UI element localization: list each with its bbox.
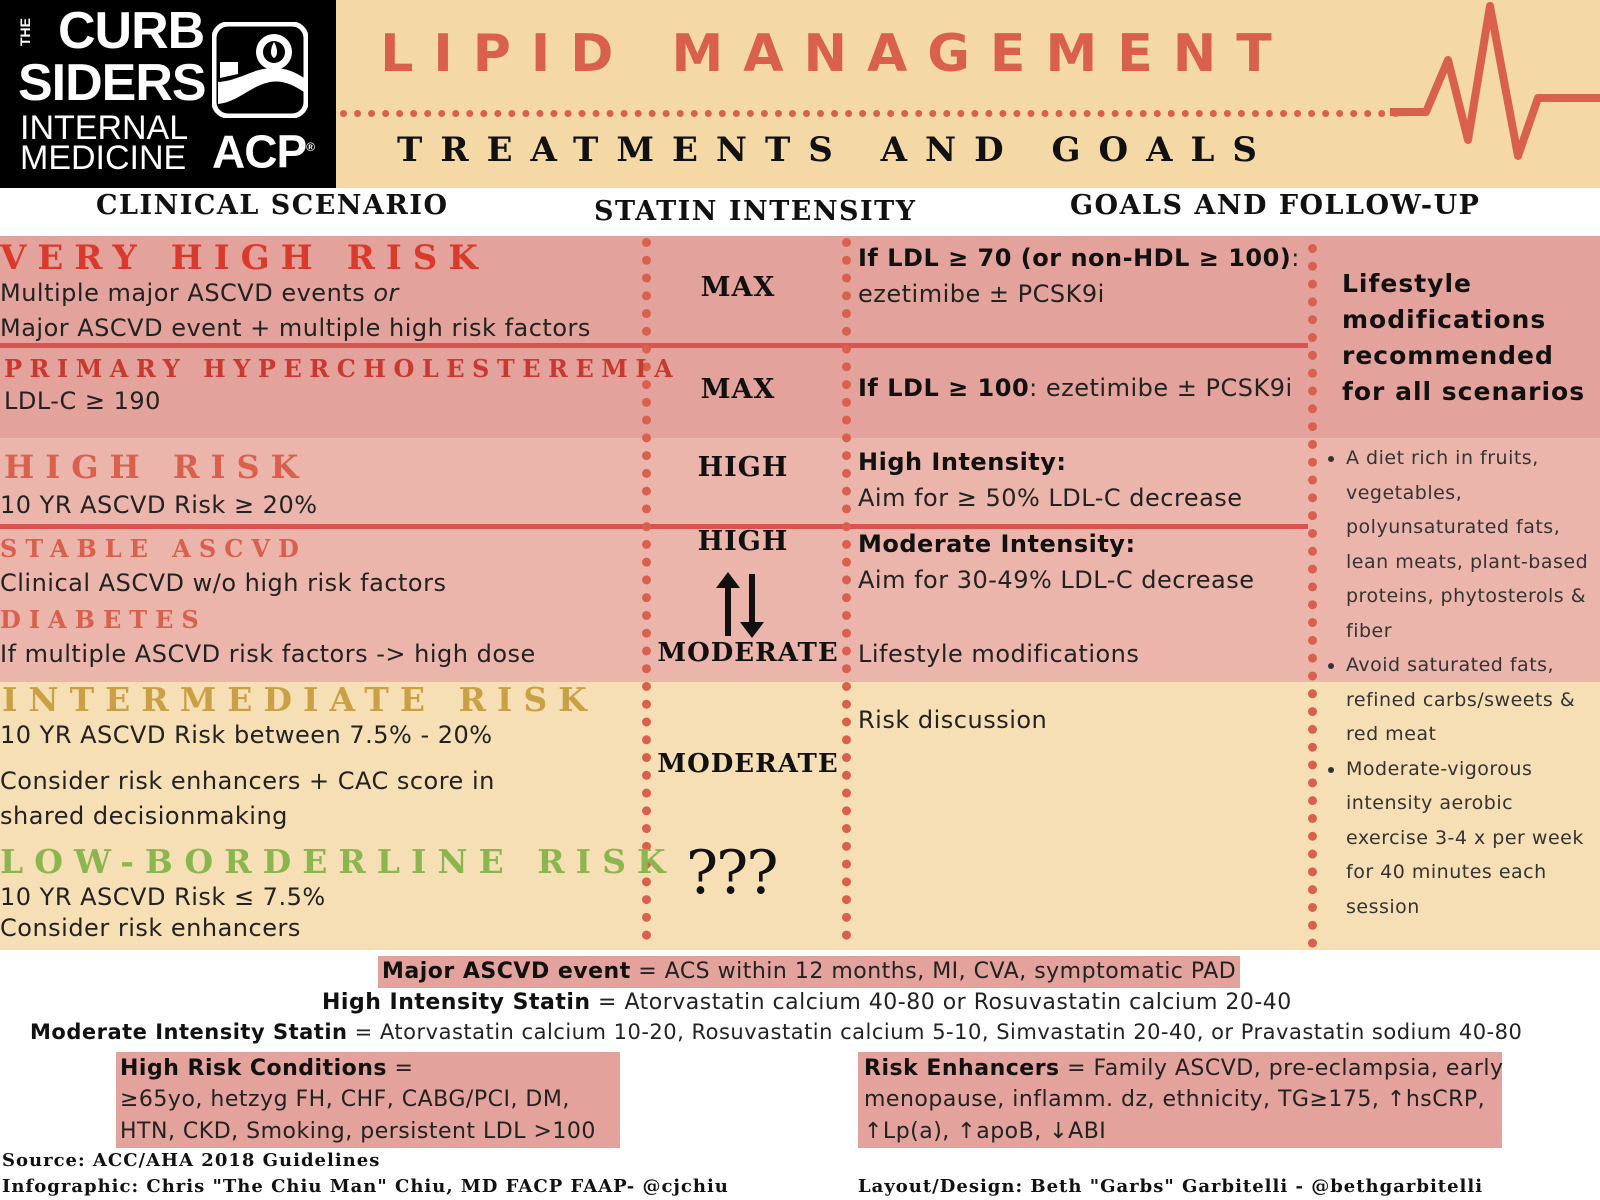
goal-very-high-line2: ezetimibe ± PCSK9i bbox=[858, 280, 1105, 308]
page-title: LIPID MANAGEMENT bbox=[380, 24, 1292, 84]
layout-credit: Layout/Design: Beth "Garbs" Garbitelli - @bethgarbitelli bbox=[858, 1176, 1484, 1197]
very-high-risk-title: VERY HIGH RISK bbox=[0, 238, 489, 278]
risk-enhancers-box bbox=[858, 1052, 1502, 1148]
goal-primary-hyper: If LDL ≥ 100: ezetimibe ± PCSK9i bbox=[858, 374, 1293, 402]
column-divider bbox=[1308, 244, 1317, 948]
low-borderline-risk-line1: 10 YR ASCVD Risk ≤ 7.5% bbox=[0, 883, 326, 911]
acp-emblem-icon bbox=[212, 22, 308, 118]
up-down-arrows-icon bbox=[712, 570, 768, 640]
question-marks-icon: ??? bbox=[686, 838, 777, 908]
lifestyle-item-avoid: • Avoid saturated fats, refined carbs/sweets & red meat bbox=[1346, 648, 1600, 752]
intensity-high: HIGH bbox=[697, 526, 789, 557]
goal-intermediate: Risk discussion bbox=[858, 706, 1048, 734]
logo-the: THE bbox=[17, 18, 33, 46]
hrc-line2: ≥65yo, hetzyg FH, CHF, CABG/PCI, DM, bbox=[120, 1087, 570, 1112]
column-divider bbox=[842, 238, 851, 940]
low-borderline-risk-title: LOW-BORDERLINE RISK bbox=[0, 842, 677, 881]
goal-stable-line2: Aim for 30-49% LDL-C decrease bbox=[858, 566, 1255, 594]
column-header-goals: GOALS AND FOLLOW-UP bbox=[1070, 190, 1481, 221]
intensity-moderate: MODERATE bbox=[657, 749, 839, 779]
goal-stable-line1: Moderate Intensity: bbox=[858, 530, 1136, 558]
diabetes-title: DIABETES bbox=[0, 605, 207, 634]
lifestyle-item-exercise: • Moderate-vigorous intensity aerobic exercise 3-4 x per week for 40 minutes each session bbox=[1346, 752, 1600, 925]
curbsiders-logo bbox=[0, 0, 336, 188]
high-risk-line1: 10 YR ASCVD Risk ≥ 20% bbox=[0, 491, 318, 519]
primary-hyper-title: PRIMARY HYPERCHOLESTEREMIA bbox=[4, 354, 681, 383]
very-high-risk-line2: Major ASCVD event + multiple high risk factors bbox=[0, 314, 591, 342]
re-line3: ↑Lp(a), ↑apoB, ↓ABI bbox=[864, 1119, 1107, 1144]
lifestyle-list bbox=[1324, 441, 1600, 924]
column-divider bbox=[642, 238, 651, 940]
high-risk-title: HIGH RISK bbox=[4, 448, 310, 486]
primary-hyper-line1: LDL-C ≥ 190 bbox=[4, 387, 161, 415]
diabetes-line1: If multiple ASCVD risk factors -> high dose bbox=[0, 640, 536, 668]
intermediate-risk-line3: shared decisionmaking bbox=[0, 802, 288, 830]
intensity-max: MAX bbox=[700, 374, 776, 405]
intensity-max: MAX bbox=[700, 272, 776, 303]
source-credit: Source: ACC/AHA 2018 Guidelines bbox=[2, 1150, 381, 1171]
high-risk-conditions-box bbox=[116, 1052, 620, 1148]
intermediate-risk-line2: Consider risk enhancers + CAC score in bbox=[0, 767, 495, 795]
dotted-divider bbox=[340, 110, 1400, 117]
definition-high-intensity: High Intensity Statin = Atorvastatin calcium 40-80 or Rosuvastatin calcium 20-40 bbox=[322, 990, 1292, 1015]
page-subtitle: TREATMENTS AND GOALS bbox=[397, 130, 1275, 170]
column-header-intensity: STATIN INTENSITY bbox=[594, 196, 917, 227]
infographic-credit: Infographic: Chris "The Chiu Man" Chiu, MD FACP FAAP- @cjchiu bbox=[2, 1176, 729, 1197]
re-line2: menopause, inflamm. dz, ethnicity, TG≥175, ↑hsCRP, bbox=[864, 1087, 1486, 1112]
hrc-line1: High Risk Conditions = bbox=[120, 1056, 414, 1081]
lifestyle-item-diet: • A diet rich in fruits, vegetables, polyunsaturated fats, lean meats, plant-based proteins, phytosterols & fiber bbox=[1346, 441, 1600, 648]
goal-stable-line3: Lifestyle modifications bbox=[858, 640, 1140, 668]
logo-internal: INTERNAL bbox=[20, 109, 189, 147]
re-line1: Risk Enhancers = Family ASCVD, pre-eclampsia, early bbox=[864, 1056, 1504, 1081]
goal-high-line1: High Intensity: bbox=[858, 448, 1067, 476]
lifestyle-heading: Lifestyle modifications recommended for all scenarios bbox=[1342, 269, 1586, 406]
hrc-line3: HTN, CKD, Smoking, persistent LDL >100 bbox=[120, 1119, 596, 1144]
stable-ascvd-line1: Clinical ASCVD w/o high risk factors bbox=[0, 569, 447, 597]
logo-siders: SIDERS bbox=[18, 54, 206, 112]
goal-very-high-line1: If LDL ≥ 70 (or non-HDL ≥ 100): bbox=[858, 244, 1300, 272]
logo-acp: ACP® bbox=[212, 125, 314, 178]
heartbeat-icon bbox=[1390, 0, 1600, 180]
intensity-high: HIGH bbox=[697, 452, 789, 483]
goal-high-line2: Aim for ≥ 50% LDL-C decrease bbox=[858, 484, 1243, 512]
stable-ascvd-title: STABLE ASCVD bbox=[0, 534, 307, 563]
very-high-risk-line1: Multiple major ASCVD events or bbox=[0, 279, 399, 307]
low-borderline-risk-line2: Consider risk enhancers bbox=[0, 914, 301, 942]
intermediate-risk-title: INTERMEDIATE RISK bbox=[2, 680, 598, 719]
column-header-scenario: CLINICAL SCENARIO bbox=[96, 190, 449, 221]
definition-moderate-intensity: Moderate Intensity Statin = Atorvastatin calcium 10-20, Rosuvastatin calcium 5-10, Simvastatin 20-40, or Pravastatin sodium 40-80 bbox=[30, 1020, 1523, 1044]
logo-curb: CURB bbox=[58, 2, 205, 60]
intermediate-risk-line1: 10 YR ASCVD Risk between 7.5% - 20% bbox=[0, 721, 493, 749]
definition-major-ascvd: Major ASCVD event = ACS within 12 months, MI, CVA, symptomatic PAD bbox=[378, 956, 1240, 988]
logo-medicine: MEDICINE bbox=[20, 139, 187, 177]
intensity-moderate: MODERATE bbox=[657, 638, 839, 668]
